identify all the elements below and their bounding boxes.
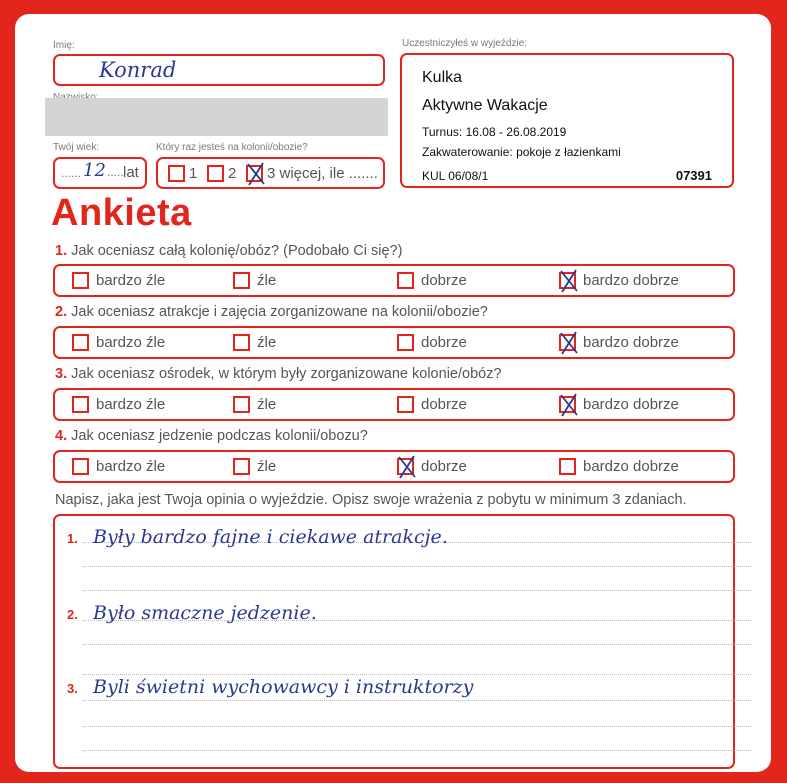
rating-option-label: dobrze [421, 272, 467, 289]
question-label: Jak oceniasz atrakcje i zajęcia zorganizowane na kolonii/obozie? [71, 304, 488, 320]
rating-checkbox[interactable] [559, 458, 576, 475]
question-number: 3. [55, 366, 68, 382]
age-field[interactable] [53, 157, 147, 189]
opinion-entry-text: Było smaczne jedzenie. [93, 602, 317, 624]
question-1-text [55, 243, 402, 259]
rating-option-label: bardzo dobrze [583, 334, 679, 351]
question-label: Jak oceniasz całą kolonię/obóz? (Podobało Ci się?) [71, 243, 403, 259]
question-2-text [55, 304, 488, 320]
name-field[interactable] [53, 54, 385, 86]
question-number: 4. [55, 428, 68, 444]
question-4-options [53, 450, 735, 483]
question-3-text [55, 366, 502, 382]
rating-checkbox[interactable] [72, 396, 89, 413]
participant-label: Uczestniczyłeś w wyjeździe: [402, 38, 528, 49]
name-label: Imię: [53, 40, 75, 51]
check-x-icon [558, 392, 580, 418]
age-value: 12 [83, 160, 106, 181]
accommodation-label: Zakwaterowanie: [422, 145, 513, 159]
rating-checkbox[interactable] [397, 272, 414, 289]
rating-option-label: dobrze [421, 396, 467, 413]
ruled-line [83, 750, 751, 751]
turnus-value: 16.08 - 26.08.2019 [465, 125, 567, 139]
question-number: 1. [55, 243, 68, 259]
opinion-prompt: Napisz, jaka jest Twoja opinia o wyjeździe. Opisz swoje wrażenia z pobytu w minimum 3 zdaniach. [55, 492, 687, 508]
check-x-icon [558, 268, 580, 294]
age-suffix: lat [123, 164, 139, 181]
ruled-line [83, 566, 751, 567]
which-time-option-1: 1 [189, 165, 198, 182]
rating-option-label: źle [257, 272, 277, 289]
age-dots-2: ..... [107, 165, 124, 179]
question-3-options [53, 388, 735, 421]
survey-title: Ankieta [51, 192, 192, 234]
rating-option-label: dobrze [421, 458, 467, 475]
rating-option-label: bardzo źle [96, 334, 166, 351]
rating-option-label: bardzo dobrze [583, 272, 679, 289]
age-label: Twój wiek: [53, 142, 100, 153]
participant-box [400, 53, 734, 188]
question-label: Jak oceniasz ośrodek, w którym były zorganizowane kolonie/obóz? [71, 366, 502, 382]
rating-option-label: bardzo źle [96, 396, 166, 413]
which-time-label: Który raz jesteś na kolonii/obozie? [156, 142, 308, 153]
opinion-entry-text: Były bardzo fajne i ciekawe atrakcje. [93, 526, 448, 548]
check-x-icon [245, 161, 267, 187]
name-value: Konrad [99, 58, 177, 82]
rating-checkbox[interactable] [72, 272, 89, 289]
rating-checkbox[interactable] [233, 334, 250, 351]
which-time-field [156, 157, 385, 189]
ruled-line [83, 674, 751, 675]
ruled-line [83, 700, 751, 701]
rating-option-label: bardzo źle [96, 458, 166, 475]
rating-option-label: bardzo źle [96, 272, 166, 289]
question-label: Jak oceniasz jedzenie podczas kolonii/obozu? [71, 428, 368, 444]
participant-camp: Aktywne Wakacje [422, 97, 548, 114]
ruled-line [83, 726, 751, 727]
rating-checkbox[interactable] [72, 334, 89, 351]
opinion-entry-number: 3. [67, 681, 78, 696]
opinion-entry-text: Byli świetni wychowawcy i instruktorzy [93, 676, 474, 698]
rating-option-label: źle [257, 458, 277, 475]
rating-option-label: źle [257, 396, 277, 413]
rating-checkbox[interactable] [397, 334, 414, 351]
which-time-checkbox-1[interactable] [168, 165, 185, 182]
ruled-line [83, 644, 751, 645]
rating-checkbox[interactable] [397, 396, 414, 413]
question-4-text [55, 428, 368, 444]
which-time-option-2: 2 [228, 165, 237, 182]
opinion-box[interactable] [53, 514, 735, 769]
which-time-option-3: 3 więcej, ile ....... [267, 165, 378, 182]
rating-checkbox[interactable] [559, 272, 576, 289]
participant-name: Kulka [422, 69, 463, 86]
participant-number: 07391 [675, 168, 712, 183]
question-number: 2. [55, 304, 68, 320]
rating-option-label: bardzo dobrze [583, 458, 679, 475]
rating-checkbox[interactable] [559, 334, 576, 351]
check-x-icon [558, 330, 580, 356]
ruled-line [83, 590, 751, 591]
opinion-entry-number: 2. [67, 607, 78, 622]
question-2-options [53, 326, 735, 359]
question-1-options [53, 264, 735, 297]
rating-checkbox[interactable] [559, 396, 576, 413]
surname-redaction [45, 98, 388, 136]
rating-checkbox[interactable] [233, 458, 250, 475]
which-time-checkbox-2[interactable] [207, 165, 224, 182]
rating-option-label: źle [257, 334, 277, 351]
rating-option-label: dobrze [421, 334, 467, 351]
rating-checkbox[interactable] [72, 458, 89, 475]
opinion-entry-number: 1. [67, 531, 78, 546]
rating-checkbox[interactable] [233, 396, 250, 413]
age-dots: ...... [61, 166, 82, 180]
which-time-checkbox-3[interactable] [246, 165, 263, 182]
rating-checkbox[interactable] [233, 272, 250, 289]
rating-checkbox[interactable] [397, 458, 414, 475]
turnus-label: Turnus: [422, 125, 463, 139]
participant-code: KUL 06/08/1 [422, 169, 489, 183]
survey-sheet [15, 14, 771, 772]
check-x-icon [396, 454, 418, 480]
rating-option-label: bardzo dobrze [583, 396, 679, 413]
accommodation-value: pokoje z łazienkami [516, 145, 621, 159]
